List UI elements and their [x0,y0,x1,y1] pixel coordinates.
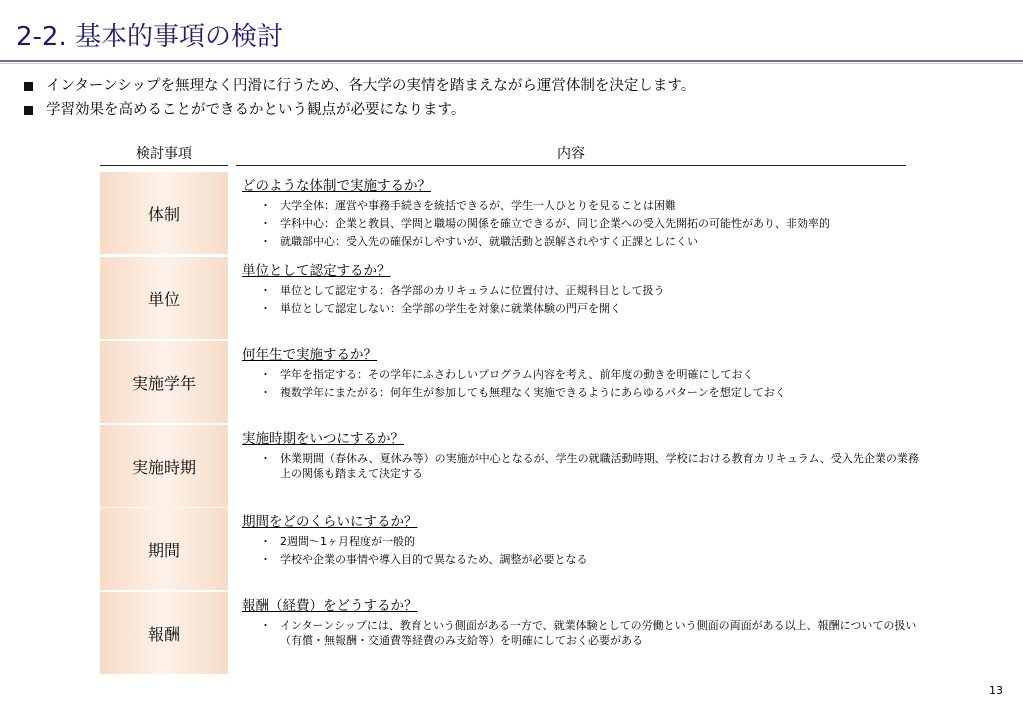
list-item [242,618,920,648]
intro-bullets [24,74,695,122]
bullet-dot-icon: ・ [260,553,271,566]
title-divider [0,60,1023,62]
intro-bullet-text: 学習効果を高めることができるかという観点が必要になります。 [46,102,466,118]
list-item [242,552,920,567]
table-header-topic: 検討事項 [136,146,192,162]
list-item-text: 2週間～1ヶ月程度が一般的 [280,535,415,548]
table-row [100,425,920,509]
list-item-text: 就職部中心：受入先の確保がしやすいが、就職活動と誤解されやすく正課としにくい [280,235,698,248]
header-divider [236,165,906,166]
category-cell: 実施学年 [100,341,228,423]
category-cell: 報酬 [100,592,228,674]
table-row [100,257,920,341]
bullet-dot-icon: ・ [260,235,271,248]
content-cell [242,511,922,567]
question-heading: どのような体制で実施するか？ [242,178,431,194]
intro-bullet [24,98,695,122]
list-item-text: 休業期間（春休み、夏休み等）の実施が中心となるが、学生の就職活動時期、学校における教育カリキュラム、受入先企業の業務上の関係も踏まえて決定する [280,452,919,480]
list-item-text: 大学全体：運営や事務手続きを統括できるが、学生一人ひとりを見ることは困難 [280,199,676,212]
bullet-dot-icon: ・ [260,284,271,297]
bullet-dot-icon: ・ [260,199,271,212]
list-item [242,234,920,249]
bullet-dot-icon: ・ [260,386,271,399]
list-item [242,216,920,231]
list-item-text: 学科中心：企業と教員、学問と職場の関係を確立できるが、同じ企業への受入先開拓の可能性があり、非効率的 [280,217,830,230]
bullet-dot-icon: ・ [260,368,271,381]
list-item-text: インターンシップには、教育という側面がある一方で、就業体験としての労働という側面の両面がある以上、報酬についての扱い（有償・無報酬・交通費等経費のみ支給等）を明確にしておく必要がある [280,619,917,647]
list-item [242,283,920,298]
bullet-dot-icon: ・ [260,619,271,632]
table-header-content: 内容 [557,146,585,162]
list-item [242,301,920,316]
bullet-dot-icon: ・ [260,452,271,465]
header-divider [100,165,228,166]
list-item-text: 単位として認定しない：全学部の学生を対象に就業体験の門戸を開く [280,302,621,315]
content-cell [242,595,922,648]
intro-bullet-text: インターンシップを無理なく円滑に行うため、各大学の実情を踏まえながら運営体制を決定します。 [46,78,696,94]
title-divider-thin [0,63,1023,64]
list-item [242,385,920,400]
table-row [100,592,920,676]
table-row [100,341,920,425]
question-heading: 報酬（経費）をどうするか？ [242,598,418,614]
content-cell [242,175,922,249]
category-cell: 単位 [100,257,228,339]
content-cell [242,260,922,316]
table-row [100,508,920,592]
question-heading: 単位として認定するか？ [242,263,391,279]
page-number: 13 [989,684,1003,697]
category-cell: 実施時期 [100,425,228,507]
list-item-text: 学校や企業の事情や導入目的で異なるため、調整が必要となる [280,553,588,566]
square-bullet-icon [24,82,33,91]
list-item [242,534,920,549]
list-item [242,367,920,382]
bullet-dot-icon: ・ [260,217,271,230]
bullet-dot-icon: ・ [260,535,271,548]
question-heading: 期間をどのくらいにするか？ [242,514,418,530]
list-item-text: 複数学年にまたがる：何年生が参加しても無理なく実施できるようにあらゆるパターンを想定しておく [280,386,786,399]
square-bullet-icon [24,106,33,115]
category-cell: 期間 [100,508,228,590]
bullet-dot-icon: ・ [260,302,271,315]
content-cell [242,344,922,400]
page-title: 2-2. 基本的事項の検討 [16,22,283,52]
list-item [242,198,920,213]
list-item [242,451,920,481]
list-item-text: 単位として認定する：各学部のカリキュラムに位置付け、正規科目として扱う [280,284,665,297]
content-cell [242,428,922,481]
category-cell: 体制 [100,172,228,254]
question-heading: 実施時期をいつにするか？ [242,431,404,447]
intro-bullet [24,74,695,98]
list-item-text: 学年を指定する：その学年にふさわしいプログラム内容を考え、前年度の動きを明確にしておく [280,368,754,381]
table-row [100,172,920,256]
question-heading: 何年生で実施するか？ [242,347,377,363]
